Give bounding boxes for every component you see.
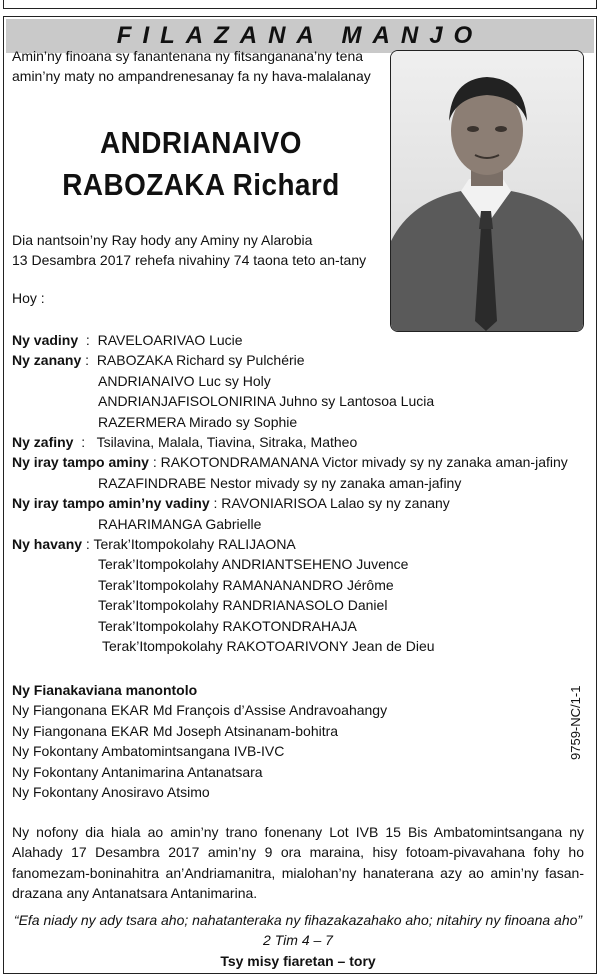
- iray-tampo-aminy-label: Ny iray tampo aminy: [12, 454, 149, 471]
- zanany-name: RAZERMERA Mirado sy Sophie: [98, 413, 298, 430]
- organization-item: Ny Fiangonana EKAR Md François d’Assise Andravoahangy: [12, 702, 388, 719]
- organization-item: Ny Fokontany Anosiravo Atsimo: [12, 784, 210, 801]
- zanany-name: RABOZAKA Richard sy Pulchérie: [96, 352, 305, 369]
- death-notice-line: Dia nantsoin’ny Ray hody any Aminy ny Alarobia: [12, 232, 313, 248]
- zanany-label: Ny zanany: [12, 352, 82, 369]
- havany-name: Terak’Itompokolahy RANDRIANASOLO Daniel: [98, 597, 388, 614]
- deceased-name: [31, 122, 371, 206]
- zafiny-label: Ny zafiny: [12, 434, 74, 451]
- family-list: [12, 330, 592, 657]
- iray-tampo-vadiny-row: [12, 493, 592, 513]
- havany-name: Terak’Itompokolahy ANDRIANTSEHENO Juvence: [98, 556, 409, 573]
- zanany-name: ANDRIANAIVO Luc sy Holy: [98, 372, 271, 389]
- havany-name: Terak’Itompokolahy RAMANANANDRO Jérôme: [98, 576, 394, 593]
- iray-tampo-vadiny-label: Ny iray tampo amin’ny vadiny: [12, 495, 210, 512]
- iray-tampo-aminy-name: RAZAFINDRABE Nestor mivady sy ny zanaka aman-jafiny: [98, 474, 462, 491]
- separator: :: [148, 454, 161, 471]
- separator: :: [73, 434, 97, 451]
- death-notice-line: 13 Desambra 2017 rehefa nivahiny 74 taona teto an-tany: [12, 252, 367, 268]
- hoy-label: Hoy :: [12, 290, 45, 306]
- separator: :: [209, 495, 222, 512]
- zanany-row: [12, 350, 592, 370]
- havany-name: Terak’Itompokolahy RAKOTONDRAHAJA: [98, 617, 357, 634]
- banner-title: FILAZANA MANJO: [6, 19, 594, 53]
- organization-item: Ny Fokontany Antanimarina Antanatsara: [12, 763, 263, 780]
- iray-tampo-vadiny-name: RAHARIMANGA Gabrielle: [98, 515, 262, 532]
- zanany-name: ANDRIANJAFISOLONIRINA Juhno sy Lantosoa Lucia: [98, 393, 435, 410]
- separator: :: [81, 352, 97, 369]
- deceased-name-line: ANDRIANAIVO: [100, 125, 302, 160]
- top-rule: [3, 0, 597, 9]
- vadiny-label: Ny vadiny: [12, 332, 79, 348]
- intro-line: amin’ny maty no ampandrenesanay fa ny hava-malalanay: [12, 68, 371, 84]
- reference-code: 9759-NC/1-1: [568, 685, 583, 760]
- separator: :: [82, 536, 94, 553]
- havany-name: Terak’Itompokolahy RALIJAONA: [93, 536, 296, 553]
- scripture-reference: 2 Tim 4 – 7: [263, 932, 333, 948]
- fianakaviana-label: Ny Fianakaviana manontolo: [12, 682, 198, 698]
- deceased-name-line: RABOZAKA Richard: [62, 167, 340, 202]
- separator: :: [78, 332, 98, 348]
- zafiny-names: Tsilavina, Malala, Tiavina, Sitraka, Matheo: [96, 434, 358, 451]
- iray-tampo-aminy-name: RAKOTONDRAMANANA Victor mivady sy ny zanaka aman-jafiny: [160, 454, 568, 471]
- portrait-photo: [390, 50, 584, 332]
- intro-line: Amin’ny finoana sy fanantenana ny fitsanganana’ny tena: [12, 48, 364, 64]
- funeral-notice: Ny nofony dia hiala ao amin’ny trano fonenany Lot IVB 15 Bis Ambatomintsangana ny Alahady 17 Desambra 2017 amin’ny 9 ora maraina, hisy fotoam-pivavahana fohy ho fanomezam-boninahitra an’Andriamanitra, mialohan’ny hanaterana azy ao amin’ny fasan-drazana any Antanatsara Antanimarina.: [12, 824, 584, 902]
- vadiny-row: [12, 330, 592, 350]
- zafiny-row: [12, 432, 592, 452]
- vadiny-name: RAVELOARIVAO Lucie: [97, 332, 243, 348]
- iray-tampo-aminy-row: [12, 452, 592, 472]
- portrait-photo-image: [391, 51, 583, 331]
- intro-text: [12, 46, 390, 86]
- closing-line: Tsy misy fiaretan – tory: [220, 953, 376, 969]
- organization-item: Ny Fiangonana EKAR Md Joseph Atsinanam-bohitra: [12, 722, 339, 739]
- havany-label: Ny havany: [12, 536, 83, 553]
- iray-tampo-vadiny-name: RAVONIARISOA Lalao sy ny zanany: [221, 495, 450, 512]
- havany-name: Terak’Itompokolahy RAKOTOARIVONY Jean de Dieu: [102, 638, 435, 655]
- scripture-quote: “Efa niady ny ady tsara aho; nahatanteraka ny fihazakazahako aho; nitahiry ny finoana aho”: [13, 912, 583, 928]
- death-notice: [12, 230, 390, 270]
- havany-row: [12, 534, 592, 554]
- organization-item: Ny Fokontany Ambatomintsangana IVB-IVC: [12, 743, 285, 760]
- organizations-list: [12, 680, 387, 802]
